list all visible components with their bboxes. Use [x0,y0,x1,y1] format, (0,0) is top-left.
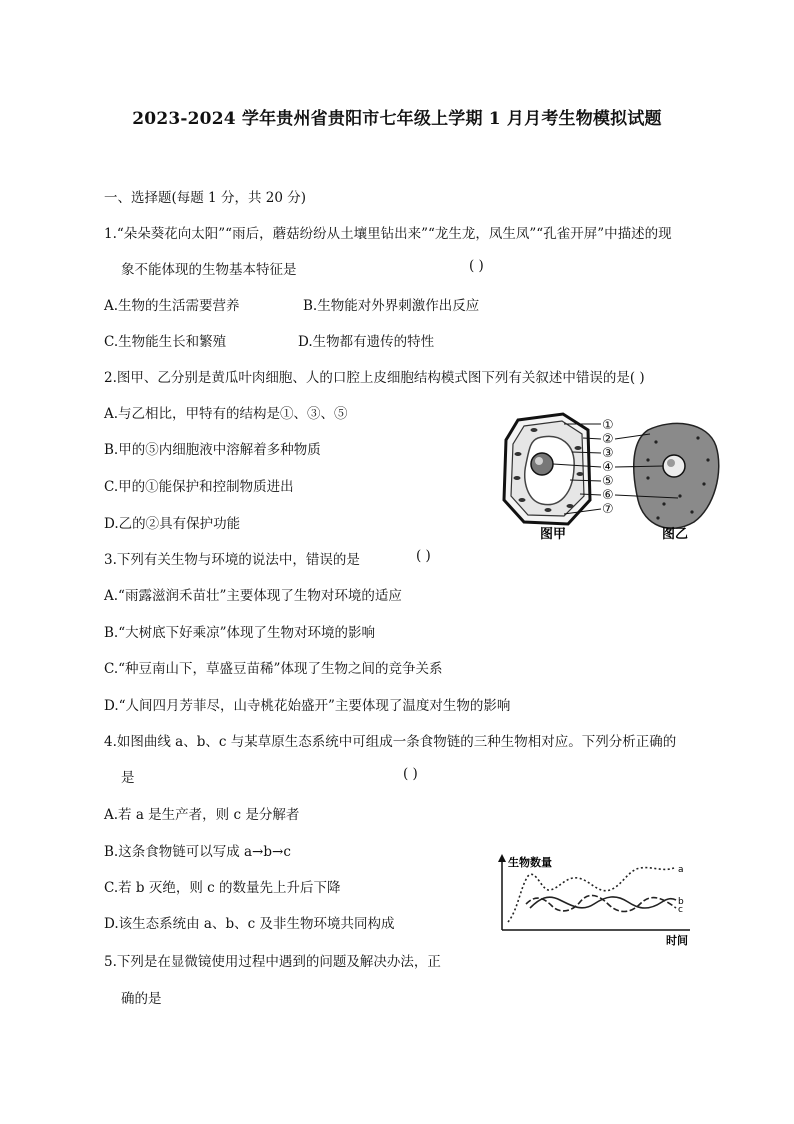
option-1d: D.生物都有遗传的特性 [298,334,435,350]
option-3c: C.“种豆南山下，草盛豆苗稀”体现了生物之间的竞争关系 [104,661,443,677]
marker-1: ① [602,418,614,433]
answer-paren: ( ) [416,548,431,564]
series-label-b: b [678,897,684,907]
curve-a [508,868,674,922]
question-5-stem: 5.下列是在显微镜使用过程中遇到的问题及解决办法，正 [104,954,441,970]
option-2c: C.甲的①能保护和控制物质进出 [104,479,294,495]
marker-3: ③ [602,446,614,461]
page-title: 2023-2024 学年贵州省贵阳市七年级上学期 1 月月考生物模拟试题 [132,109,662,129]
marker-7: ⑦ [602,502,614,517]
question-5-stem-cont: 确的是 [121,991,162,1007]
plant-cell-diagram [504,414,601,524]
marker-4: ④ [602,460,614,475]
marker-5: ⑤ [602,474,614,489]
option-4a: A.若 a 是生产者，则 c 是分解者 [104,807,300,823]
option-3d: D.“人间四月芳菲尽，山寺桃花始盛开”主要体现了温度对生物的影响 [104,698,511,714]
option-4c: C.若 b 灭绝，则 c 的数量先上升后下降 [104,880,341,896]
option-3a: A.“雨露滋润禾苗壮”主要体现了生物对环境的适应 [104,588,402,604]
section-heading: 一、选择题(每题 1 分，共 20 分) [104,190,306,206]
option-4d: D.该生态系统由 a、b、c 及非生物环境共同构成 [104,916,395,932]
option-2b: B.甲的⑤内细胞液中溶解着多种物质 [104,442,321,458]
option-4b: B.这条食物链可以写成 a→b→c [104,844,291,860]
marker-6: ⑥ [602,488,614,503]
figure-label-jia: 图甲 [540,527,567,542]
cell-structure-figure [498,408,738,548]
axis-x-label: 时间 [666,934,688,947]
population-curve-figure [490,848,698,948]
option-2a: A.与乙相比，甲特有的结构是①、③、⑤ [104,406,348,422]
question-4-stem-cont: 是 [121,770,135,786]
series-label-a: a [678,865,684,875]
axis-y-label: 生物数量 [508,856,552,869]
answer-paren: ( ) [403,766,418,782]
marker-2: ② [602,432,614,447]
series-label-c: c [678,905,683,915]
answer-paren: ( ) [469,258,484,274]
option-1a: A.生物的生活需要营养 [104,298,240,314]
question-1-stem-cont: 象不能体现的生物基本特征是 [121,262,297,278]
option-1c: C.生物能生长和繁殖 [104,334,227,350]
option-1b: B.生物能对外界刺激作出反应 [303,298,480,314]
question-3-stem: 3.下列有关生物与环境的说法中，错误的是 [104,552,360,568]
option-3b: B.“大树底下好乘凉”体现了生物对环境的影响 [104,625,376,641]
option-2d: D.乙的②具有保护功能 [104,516,241,532]
question-2-stem: 2.图甲、乙分别是黄瓜叶肉细胞、人的口腔上皮细胞结构模式图下列有关叙述中错误的是( ) [104,370,645,386]
question-4-stem: 4.如图曲线 a、b、c 与某草原生态系统中可组成一条食物链的三种生物相对应。下列分析正确的 [104,734,677,750]
question-1-stem: 1.“朵朵葵花向太阳”“雨后，蘑菇纷纷从土壤里钻出来”“龙生龙，凤生凤”“孔雀开屏”中描述的现 [104,226,672,242]
animal-cell-diagram [615,423,719,528]
figure-label-yi: 图乙 [662,527,689,542]
